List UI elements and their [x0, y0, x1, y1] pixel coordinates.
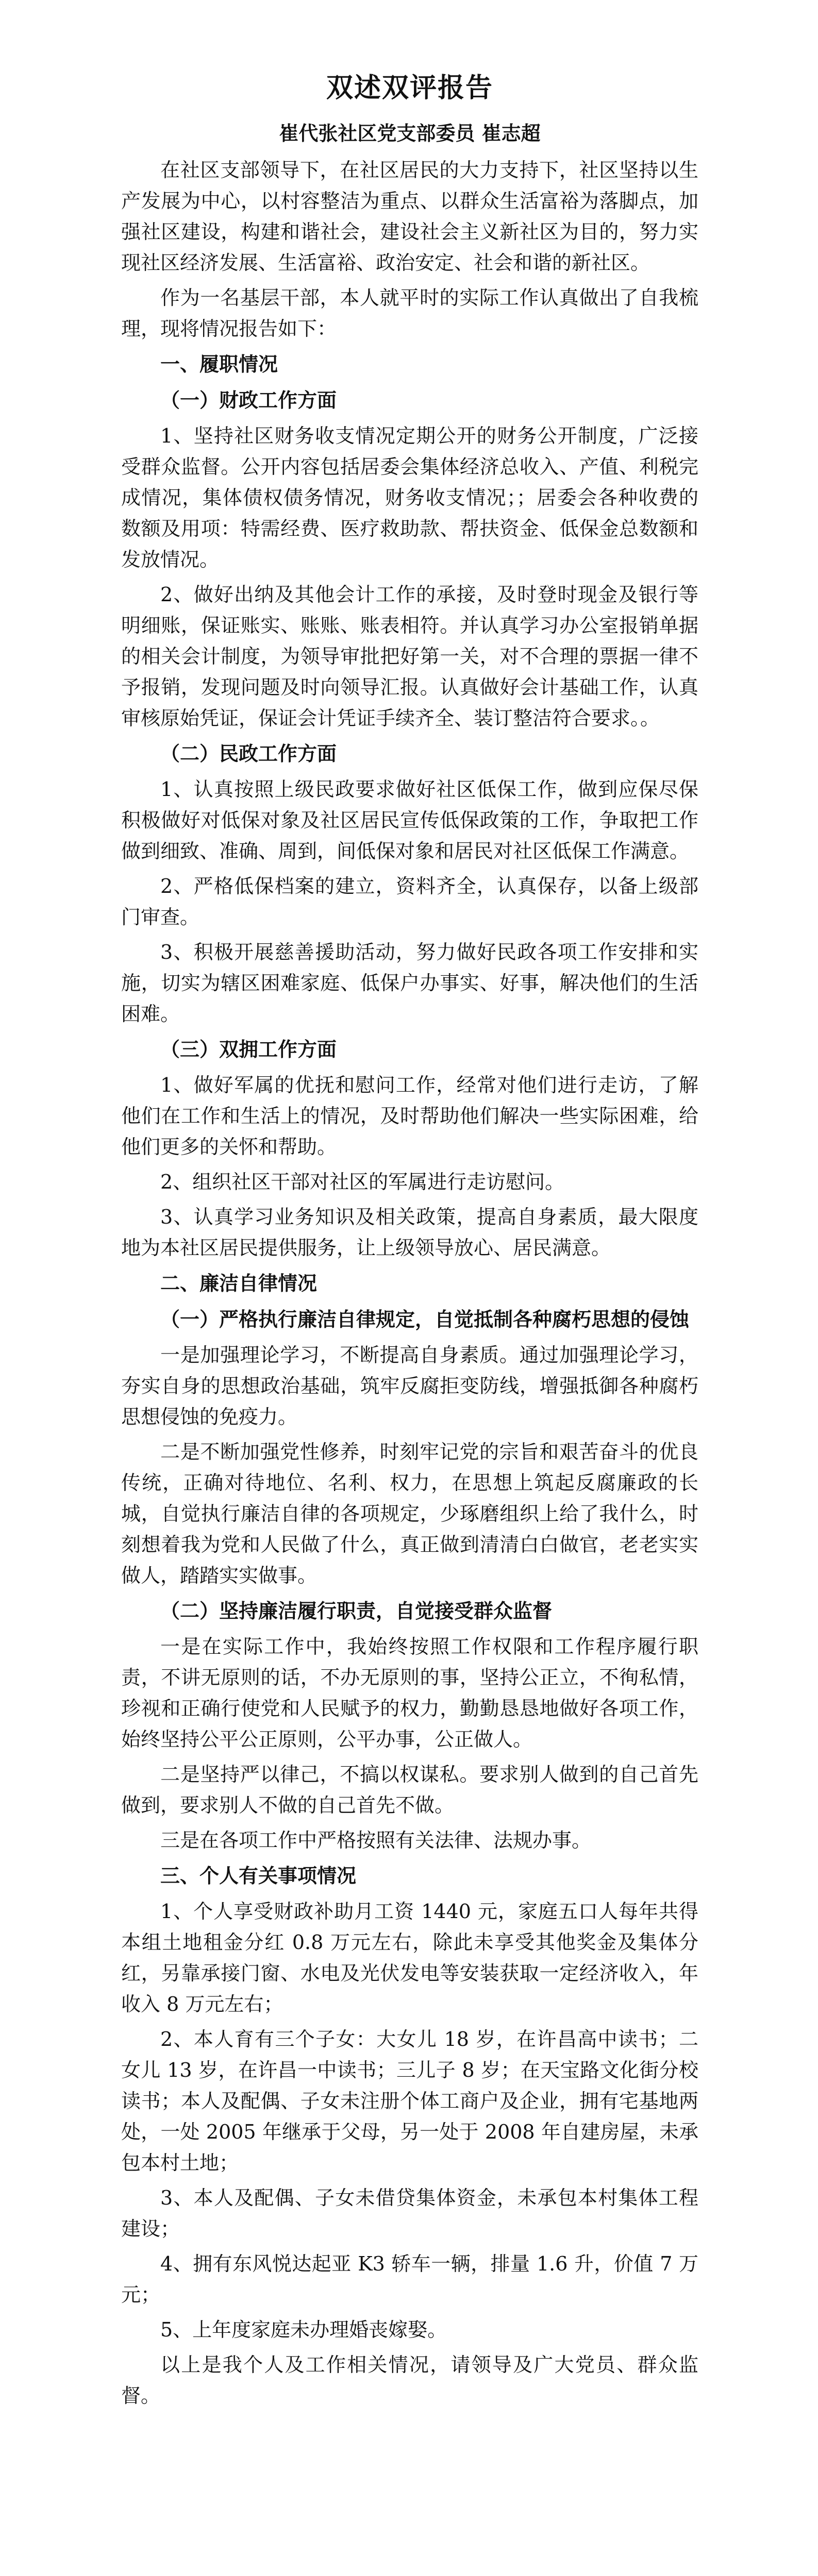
paragraph: 一是在实际工作中，我始终按照工作权限和工作程序履行职责，不讲无原则的话，不办无原则的事，坚持公正立，不徇私情，珍视和正确行使党和人民赋予的权力，勤勤恳恳地做好各项工作，始终坚持公平公正原则，公平办事，公正做人。	[121, 1635, 698, 1751]
paragraph: 在社区支部领导下，在社区居民的大力支持下，社区坚持以生产发展为中心，以村容整洁为重点、以群众生活富裕为落脚点，加强社区建设，构建和谐社会，建设社会主义新社区为目的，努力实现社区经济发展、生活富裕、政治安定、社会和谐的新社区。	[121, 158, 698, 274]
paragraph: 3、本人及配偶、子女未借贷集体资金，未承包本村集体工程建设；	[121, 2186, 698, 2240]
document-body	[121, 72, 698, 2415]
section-heading: （二）民政工作方面	[160, 741, 337, 765]
section-heading: （二）坚持廉洁履行职责，自觉接受群众监督	[160, 1599, 553, 1622]
section-heading: （一）财政工作方面	[160, 388, 337, 412]
section-heading: 一、履职情况	[160, 352, 278, 376]
paragraph: 2、本人育有三个子女：大女儿 18 岁，在许昌高中读书；二女儿 13 岁，在许昌一中读书；三儿子 8 岁；在天宝路文化街分校读书；本人及配偶、子女未注册个体工商户及企业，拥有宅基地两处，一处 2005 年继承于父母，另一处于 2008 年自建房屋，未承包本村土地；	[121, 2027, 698, 2174]
paragraph: 作为一名基层干部，本人就平时的实际工作认真做出了自我梳理，现将情况报告如下：	[121, 286, 698, 340]
document-title: 双述双评报告	[326, 72, 493, 104]
paragraph: 4、拥有东风悦达起亚 K3 轿车一辆，排量 1.6 升，价值 7 万元；	[121, 2252, 698, 2306]
paragraph: 1、认真按照上级民政要求做好社区低保工作，做到应保尽保积极做好对低保对象及社区居民宣传低保政策的工作，争取把工作做到细致、准确、周到，间低保对象和居民对社区低保工作满意。	[121, 777, 698, 862]
section-heading: （一）严格执行廉洁自律规定，自觉抵制各种腐朽思想的侵蚀	[160, 1307, 690, 1331]
paragraph: 一是加强理论学习，不断提高自身素质。通过加强理论学习，夯实自身的思想政治基础，筑牢反腐拒变防线，增强抵御各种腐朽思想侵蚀的免疫力。	[121, 1343, 698, 1428]
paragraph: 5、上年度家庭未办理婚丧嫁娶。	[160, 2318, 447, 2341]
paragraph: 1、做好军属的优抚和慰问工作，经常对他们进行走访，了解他们在工作和生活上的情况，及时帮助他们解决一些实际困难，给他们更多的关怀和帮助。	[121, 1073, 698, 1158]
section-heading: 二、廉洁自律情况	[160, 1271, 318, 1295]
document-subtitle: 崔代张社区党支部委员 崔志超	[279, 122, 541, 145]
paragraph: 三是在各项工作中严格按照有关法律、法规办事。	[160, 1828, 592, 1852]
paragraph: 3、认真学习业务知识及相关政策，提高自身素质，最大限度地为本社区居民提供服务，让上级领导放心、居民满意。	[121, 1205, 698, 1259]
paragraph: 3、积极开展慈善援助活动，努力做好民政各项工作安排和实施，切实为辖区困难家庭、低保户办事实、好事，解决他们的生活困难。	[121, 940, 698, 1025]
paragraph: 1、坚持社区财务收支情况定期公开的财务公开制度，广泛接受群众监督。公开内容包括居委会集体经济总收入、产值、利税完成情况，集体债权债务情况，财务收支情况；；居委会各种收费的数额及用项：特需经费、医疗救助款、帮扶资金、低保金总数额和发放情况。	[121, 424, 698, 571]
paragraph: 2、做好出纳及其他会计工作的承接，及时登时现金及银行等明细账，保证账实、账账、账表相符。并认真学习办公室报销单据的相关会计制度，为领导审批把好第一关，对不合理的票据一律不予报销，发现问题及时向领导汇报。认真做好会计基础工作，认真审核原始凭证，保证会计凭证手续齐全、装订整洁符合要求。。	[121, 583, 698, 730]
section-heading: 三、个人有关事项情况	[160, 1863, 357, 1887]
section-heading: （三）双拥工作方面	[160, 1037, 337, 1061]
paragraph: 二是不断加强党性修养，时刻牢记党的宗旨和艰苦奋斗的优良传统，正确对待地位、名利、权力，在思想上筑起反腐廉政的长城，自觉执行廉洁自律的各项规定，少琢磨组织上给了我什么，时刻想着我为党和人民做了什么，真正做到清清白白做官，老老实实做人，踏踏实实做事。	[121, 1440, 698, 1587]
paragraph: 以上是我个人及工作相关情况，请领导及广大党员、群众监督。	[121, 2353, 698, 2407]
document-blocks	[121, 155, 698, 2411]
paragraph: 1、个人享受财政补助月工资 1440 元，家庭五口人每年共得本组土地租金分红 0.8 万元左右，除此未享受其他奖金及集体分红，另靠承接门窗、水电及光伏发电等安装获取一定经济收入，年收入 8 万元左右；	[121, 1900, 698, 2015]
paragraph: 2、组织社区干部对社区的军属进行走访慰问。	[160, 1170, 565, 1193]
paragraph: 二是坚持严以律己，不搞以权谋私。要求别人做到的自己首先做到，要求别人不做的自己首先不做。	[121, 1762, 698, 1817]
paragraph: 2、严格低保档案的建立，资料齐全，认真保存，以备上级部门审查。	[121, 874, 698, 928]
